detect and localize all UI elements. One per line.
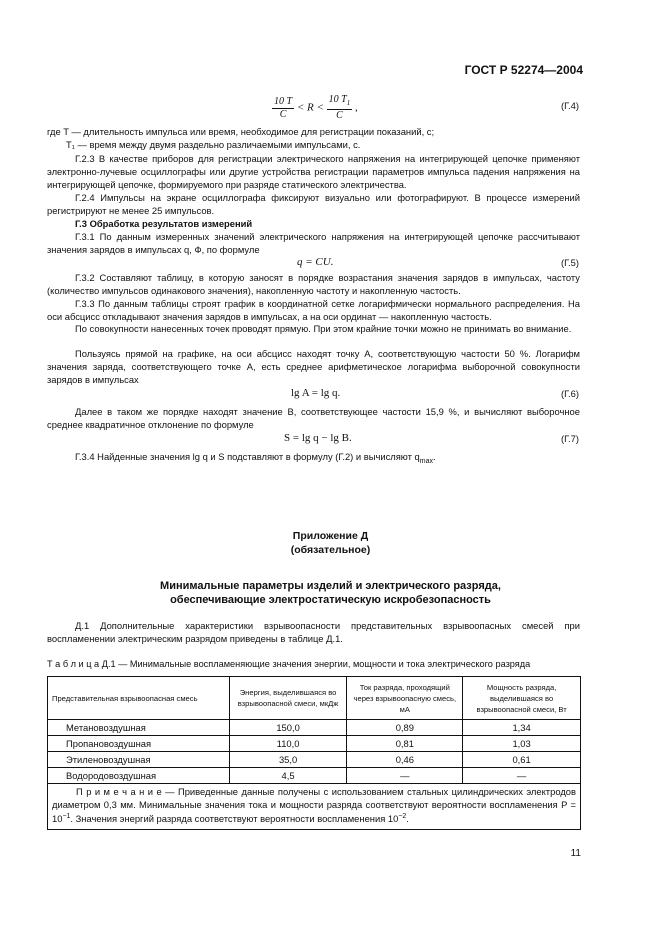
appendix-title: Приложение Д [292, 530, 369, 542]
paragraph-g34-sub: max [419, 457, 433, 465]
paragraph-g24: Г.2.4 Импульсы на экране осциллографа фиксируют визуально или фотографируют. В процессе измерений регистрируют не менее 25 импульсов. [47, 192, 580, 217]
table-header-energy: Энергия, выделившаяся во взрывоопасной смеси, мкДж [229, 677, 347, 720]
table-row [48, 768, 581, 784]
table-header-power: Мощность разряда, выделившаяся во взрывоопасной смеси, Вт [463, 677, 581, 720]
formula-g4-rhs-num: 10 T [328, 94, 347, 105]
table-cell-power: 0,61 [463, 752, 581, 768]
table-cell-energy: 150,0 [229, 720, 347, 736]
formula-g6: lg A = lg q. [291, 387, 341, 399]
formula-g4 [272, 94, 358, 122]
table-cell-mixture: Метановоздушная [48, 720, 230, 736]
formula-g4-mid: < R < [296, 101, 324, 114]
formula-g5: q = CU. [297, 256, 334, 268]
table-note-exp-1: −1 [62, 813, 71, 821]
table-cell-power: 1,03 [463, 736, 581, 752]
table-cell-energy: 110,0 [229, 736, 347, 752]
appendix-status: (обязательное) [290, 544, 371, 556]
paragraph-g34 [47, 450, 580, 468]
table-cell-energy: 4,5 [229, 768, 347, 784]
table-cell-power: — [463, 768, 581, 784]
table-row [48, 752, 581, 768]
table-note-label: П р и м е ч а н и е [76, 786, 162, 797]
paragraph-g31: Г.3.1 По данным измеренных значений электрического напряжения на интегрирующей цепочке рассчитывают значения зарядов в импульсах q, Ф, по формуле [47, 231, 580, 256]
table-note-end: . [406, 813, 409, 825]
table-row [48, 736, 581, 752]
section-title-line-2: обеспечивающие электростатическую искробезопасность [170, 594, 491, 606]
formula-g5-number: (Г.5) [561, 257, 579, 268]
paragraph-g23: Г.2.3 В качестве приборов для регистрации электрического напряжения на интегрирующей цепочке применяют электронно-лучевые осциллографы или другие устройства регистрации параметров импульса падения напряжения на интегрирующей цепочке, формируемого при разряде статического электричества. [47, 153, 580, 191]
table-caption: Т а б л и ц а Д.1 — Минимальные воспламеняющие значения энергии, мощности и тока электрического разряда [47, 659, 531, 669]
document-header: ГОСТ Р 52274—2004 [464, 63, 583, 77]
heading-g3: Г.3 Обработка результатов измерений [75, 218, 253, 229]
formula-g4-rhs-sub: 1 [346, 99, 351, 107]
table-note-text: — Приведенные данные получены с использованием стальных цилиндрических электродов диаметром 0,3 мм. Минимальные значения тока и мощности разряда соответствуют вероятности воспламенения P = 10 [52, 786, 576, 825]
formula-g7: S = lg q − lg B. [284, 432, 352, 444]
formula-g6-number: (Г.6) [561, 388, 579, 399]
table-note [48, 784, 581, 830]
paragraph-g32: Г.3.2 Составляют таблицу, в которую заносят в порядке возрастания значения зарядов в импульсах, частоту (количество импульсов одинакового значения), накопленную частоту и накопленную частость. [47, 272, 580, 297]
formula-g4-number: (Г.4) [561, 100, 579, 111]
table-note-row [48, 784, 581, 830]
page-number: 11 [570, 848, 581, 859]
table-header-current: Ток разряда, проходящий через взрывоопасную смесь, мА [347, 677, 463, 720]
table-note-exp-2: −2 [398, 813, 407, 821]
table-cell-current: 0,46 [347, 752, 463, 768]
formula-g7-number: (Г.7) [561, 433, 579, 444]
paragraph-g34-end: . [432, 451, 436, 462]
where-line-2: T₁ — время между двумя раздельно различаемыми импульсами, с. [66, 139, 361, 150]
table-note-text-2: . Значения энергий разряда соответствуют вероятности воспламенения 10 [70, 813, 399, 825]
table-cell-mixture: Этиленовоздушная [48, 752, 230, 768]
where-line-1: где T — длительность импульса или время, необходимое для регистрации показаний, с; [47, 126, 435, 137]
table-d1 [47, 676, 581, 830]
formula-g4-lhs-den: C [279, 108, 287, 120]
table-cell-current: 0,81 [347, 736, 463, 752]
paragraph-using: Пользуясь прямой на графике, на оси абсцисс находят точку A, соответствующую частости 50 %. Логарифм значения заряда, соответствующего точке A, есть среднее арифметическое логарифма выборочной совокупности зарядов в импульсах [47, 348, 580, 386]
table-cell-mixture: Пропановоздушная [48, 736, 230, 752]
paragraph-g33: Г.3.3 По данным таблицы строят график в координатной сетке логарифмически нормального распределения. На оси абсцисс откладывают значения зарядов в импульсах, а на оси ординат — накопленную частость. [47, 298, 580, 323]
formula-g4-lhs-num: 10 T [274, 95, 293, 107]
table-cell-mixture: Водородовоздушная [48, 768, 230, 784]
paragraph-g34-text: Г.3.4 Найденные значения lg q и S подставляют в формулу (Г.2) и вычисляют q [75, 451, 420, 462]
paragraph-d1: Д.1 Дополнительные характеристики взрывоопасности представительных взрывоопасных смесей при воспламенении электрическим разрядом приведены в таблице Д.1. [47, 620, 580, 645]
table-cell-energy: 35,0 [229, 752, 347, 768]
table-cell-current: — [347, 768, 463, 784]
table-cell-power: 1,34 [463, 720, 581, 736]
table-header-row [48, 677, 581, 720]
formula-g4-tail: , [354, 101, 358, 114]
section-title-line-1: Минимальные параметры изделий и электрического разряда, [160, 580, 501, 592]
paragraph-points: По совокупности нанесенных точек проводят прямую. При этом крайние точки можно не принимать во внимание. [75, 323, 572, 334]
table-row [48, 720, 581, 736]
formula-g4-rhs-den: C [336, 110, 343, 121]
paragraph-further: Далее в таком же порядке находят значение B, соответствующее частости 15,9 %, и вычисляют выборочное среднее квадратичное отклонение по формуле [47, 406, 580, 431]
table-cell-current: 0,89 [347, 720, 463, 736]
table-header-mixture: Представительная взрывоопасная смесь [48, 677, 230, 720]
